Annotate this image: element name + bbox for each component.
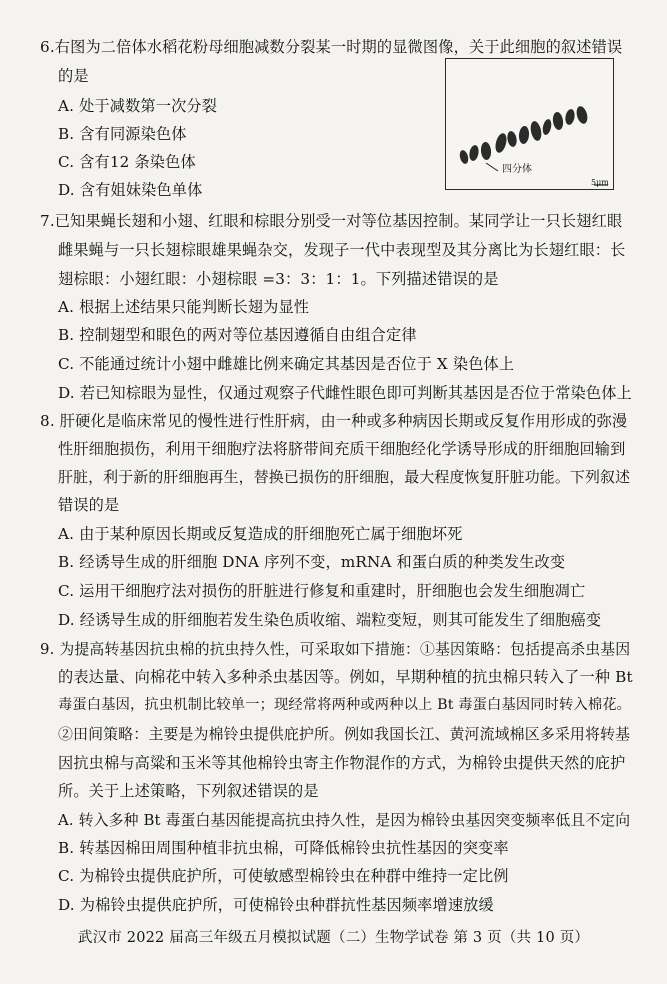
q6-stem-line-2: 的是 [58,67,89,85]
q7-option-a: A. 根据上述结果只能判断长翅为显性 [58,298,310,316]
q8-option-c: C. 运用干细胞疗法对损伤的肝脏进行修复和重建时，肝细胞也会发生细胞凋亡 [58,582,586,600]
q7-stem-line-2: 雌果蝇与一只长翅棕眼雄果蝇杂交，发现子一代中表现型及其分离比为长翅红眼：长 [58,241,626,259]
q7-stem-line-3: 翅棕眼：小翅红眼：小翅棕眼 =3：3：1：1。下列描述错误的是 [58,270,499,288]
scale-bar-label: 5μm [591,178,609,187]
q9-option-a: A. 转入多种 Bt 毒蛋白基因能提高抗虫持久性，是因为棉铃虫基因突变频率低且不定向 [58,811,631,829]
q9-stem-line-2: 的表达量、向棉花中转入多种杀虫基因等。例如，早期种植的抗虫棉只转入了一种 Bt [58,668,633,686]
q6-option-c: C. 含有12 条染色体 [58,153,196,171]
q6-option-a: A. 处于减数第一次分裂 [58,97,218,115]
q8-option-d: D. 经诱导生成的肝细胞若发生染色质收缩、端粒变短，则其可能发生了细胞癌变 [58,611,602,629]
tetrad-label: 四分体 [502,164,532,175]
q8-option-a: A. 由于某种原因长期或反复造成的肝细胞死亡属于细胞坏死 [58,525,463,543]
q6-option-b: B. 含有同源染色体 [58,125,187,143]
page-footer: 武汉市 2022 届高三年级五月模拟试题（二）生物学试卷 第 3 页（共 10 页） [77,930,590,946]
q7-option-d: D. 若已知棕眼为显性，仅通过观察子代雌性眼色即可判断其基因是否位于常染色体上 [58,384,632,402]
q8-option-b: B. 经诱导生成的肝细胞 DNA 序列不变，mRNA 和蛋白质的种类发生改变 [58,553,566,571]
q9-stem-line-1: 9. 为提高转基因抗虫棉的抗虫持久性，可采取如下措施：①基因策略：包括提高杀虫基因 [40,640,631,658]
q8-stem-line-1: 8. 肝硬化是临床常见的慢性进行性肝病，由一种或多种病因长期或反复作用形成的弥漫 [40,412,628,430]
q6-stem-line-1: 6.右图为二倍体水稻花粉母细胞减数分裂某一时期的显微图像，关于此细胞的叙述错误 [40,38,623,56]
q9-option-b: B. 转基因棉田周围种植非抗虫棉，可降低棉铃虫抗性基因的突变率 [58,839,509,857]
q9-stem-line-4: ②田间策略：主要是为棉铃虫提供庇护所。例如我国长江、黄河流域棉区多采用将转基 [58,725,631,743]
q6-option-d: D. 含有姐妹染色单体 [58,181,203,199]
q7-option-c: C. 不能通过统计小翅中雌雄比例来确定其基因是否位于 X 染色体上 [58,355,515,373]
q7-option-b: B. 控制翅型和眼色的两对等位基因遵循自由组合定律 [58,326,417,344]
q7-stem-line-1: 7.已知果蝇长翅和小翅、红眼和棕眼分别受一对等位基因控制。某同学让一只长翅红眼 [40,212,623,230]
q9-stem-line-6: 所。关于上述策略，下列叙述错误的是 [58,782,319,800]
q8-stem-line-2: 性肝细胞损伤，利用干细胞疗法将脐带间充质干细胞经化学诱导形成的肝细胞回输到 [58,440,626,458]
q8-stem-line-4: 错误的是 [58,496,120,514]
q9-stem-line-3: 毒蛋白基因，抗虫机制比较单一；现经常将两种或两种以上 Bt 毒蛋白基因同时转入棉花。 [58,697,632,713]
q8-stem-line-3: 肝脏，利于新的肝细胞再生，替换已损伤的肝细胞，最大程度恢复肝脏功能。下列叙述 [58,468,631,486]
q9-option-d: D. 为棉铃虫提供庇护所，可使棉铃虫种群抗性基因频率增速放缓 [58,896,494,914]
q9-stem-line-5: 因抗虫棉与高粱和玉米等其他棉铃虫寄主作物混作的方式，为棉铃虫提供天然的庇护 [58,754,626,772]
micrograph-figure [445,58,614,190]
q9-option-c: C. 为棉铃虫提供庇护所，可使敏感型棉铃虫在种群中维持一定比例 [58,867,509,885]
